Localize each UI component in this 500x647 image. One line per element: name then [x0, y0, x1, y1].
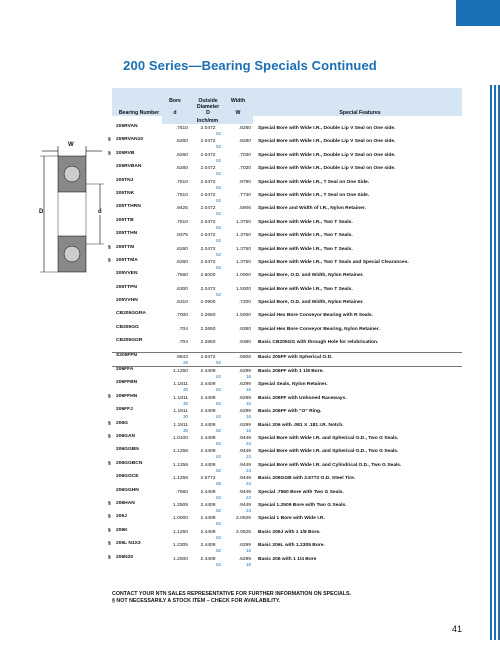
od-inch: 2.4409	[200, 516, 216, 522]
width-inch: .9790	[238, 179, 251, 185]
table-row	[112, 541, 462, 554]
special-features: Special Bore with Wide I.R., Two T Seals.	[258, 219, 353, 225]
bore-inch: .6260	[175, 152, 188, 158]
width-inch: 2.0625	[236, 529, 251, 535]
bore-mm: 30	[183, 387, 188, 393]
width-inch: .8280	[238, 126, 251, 131]
od-mm: 62	[216, 467, 221, 473]
width-inch: 2.0625	[236, 516, 251, 522]
bore-inch: .6310	[175, 300, 188, 306]
col-special-features: Special Features	[253, 88, 462, 116]
od-inch: 2.0472	[200, 166, 216, 172]
special-features: Special Bore, O.D. and Width, Nylon Retainer.	[258, 300, 364, 306]
od-inch: 2.0472	[200, 354, 216, 360]
od-inch: 2.4409	[200, 422, 216, 428]
od-inch: 2.4409	[200, 435, 216, 441]
bearing-number: 205RVAN10	[116, 137, 144, 143]
bore-inch: 1.1250	[173, 529, 188, 535]
od-mm: 68	[216, 481, 221, 487]
bore-inch: 1.2509	[173, 502, 188, 508]
bore-inch: .6260	[175, 139, 188, 145]
od-inch: 2.4409	[200, 382, 216, 388]
table-row	[112, 447, 462, 460]
od-mm: 52	[216, 211, 221, 217]
bearing-number: 205TTM	[116, 244, 135, 250]
special-features: Special Bore with Wide I.R., Two T Seals.	[258, 286, 353, 292]
special-features: Special Bore with Wide I.R., Two T Seals and Special Clearances.	[258, 259, 409, 265]
bore-inch: .7510	[175, 126, 188, 131]
bore-inch: 1.0000	[173, 516, 188, 522]
special-features: Special Bore with Wide I.R. and Cylindrical O.D., Two G Seals.	[258, 462, 402, 468]
width-inch: .9380	[238, 326, 251, 332]
od-mm: 52	[216, 184, 221, 190]
table-row	[112, 218, 462, 231]
bore-inch: .7510	[175, 219, 188, 225]
stock-flag: §	[108, 433, 111, 439]
bore-inch: .6300	[175, 286, 188, 292]
special-features: Special Bore and Width of I.R., Nylon Retainer.	[258, 206, 366, 212]
table-row	[112, 501, 462, 514]
footnotes	[112, 591, 351, 605]
width-inch: 1.5000	[236, 313, 251, 319]
width-inch: 1.3750	[236, 233, 251, 239]
bearing-number: 205TTMA	[116, 257, 138, 263]
bore-mm: 25	[183, 359, 188, 365]
bore-inch: 1.1811	[173, 382, 188, 388]
bore-inch: .6260	[175, 259, 188, 265]
table-row	[112, 514, 462, 527]
width-inch: .7030	[238, 152, 251, 158]
special-features: Basic 206FF with “O” Ring.	[258, 409, 322, 415]
od-inch: 2.4409	[200, 462, 216, 468]
width-inch: .6299	[238, 409, 251, 415]
table-row	[112, 178, 462, 191]
bearing-number: 206HAN	[116, 500, 135, 506]
od-inch: 2.0472	[200, 152, 216, 158]
table-row	[112, 298, 462, 311]
bearing-number: 205RVBAN	[116, 164, 142, 170]
bore-inch: 1.0100	[173, 435, 188, 441]
bore-inch: 1.1811	[173, 422, 188, 428]
stock-flag: §	[108, 244, 111, 250]
width-inch: .9380	[238, 340, 251, 346]
od-mm: 52	[216, 238, 221, 244]
stock-flag: §	[108, 500, 111, 506]
od-mm: 62	[216, 494, 221, 500]
od-mm: 62	[216, 507, 221, 513]
table-row	[112, 474, 462, 487]
width-inch: 1.3750	[236, 259, 251, 265]
stock-flag: §	[108, 137, 111, 143]
bore-inch: .6260	[175, 246, 188, 252]
width-inch: 1.5000	[236, 286, 251, 292]
table-row	[112, 488, 462, 501]
width-mm: 24	[246, 467, 251, 473]
page-corner-tab	[456, 0, 500, 26]
od-mm: 52	[216, 171, 221, 177]
width-mm: 16	[246, 400, 251, 406]
width-mm: 16	[246, 387, 251, 393]
od-inch: 2.4409	[200, 502, 216, 508]
od-inch: 2.4409	[200, 369, 216, 375]
od-inch: 2.0472	[200, 126, 216, 131]
od-mm: 62	[216, 427, 221, 433]
bearing-number: 206GGBN	[116, 447, 139, 453]
bearing-number: 206FFJ	[116, 407, 133, 413]
width-inch: .5906	[238, 354, 251, 360]
width-mm: 24	[246, 481, 251, 487]
od-mm: 52	[216, 251, 221, 257]
col-bearing-number: Bearing Number	[112, 88, 162, 116]
footnote-stock: § NOT NECESSARILY A STOCK ITEM – CHECK FOR AVAILABILITY.	[112, 598, 281, 604]
od-inch: 2.2650	[200, 326, 216, 332]
od-mm: 52	[216, 291, 221, 297]
width-inch: .6299	[238, 369, 251, 375]
special-features: Special Bore with Wide I.R., Two T Seals.	[258, 246, 353, 252]
width-inch: .9449	[238, 435, 251, 441]
width-inch: .9449	[238, 449, 251, 455]
col-width: Width W	[225, 88, 253, 116]
bearing-number: 205TNJ	[116, 177, 134, 183]
special-features: Special Bore, O.D. and Width, Nylon Retainer.	[258, 273, 364, 279]
width-mm: 24	[246, 507, 251, 513]
bearing-number: S205FFN	[116, 352, 137, 358]
width-inch: .6299	[238, 422, 251, 428]
stock-flag: §	[108, 527, 111, 533]
od-mm: 62	[216, 561, 221, 567]
width-inch: .9449	[238, 489, 251, 495]
bore-inch: 1.2305	[173, 543, 188, 549]
width-mm: 24	[246, 454, 251, 460]
bearing-number: 206N20	[116, 554, 134, 560]
table-row	[112, 137, 462, 150]
width-inch: .6299	[238, 556, 251, 562]
special-features: Basic 206GGB with 2.6772 O.D. Steel Tire.	[258, 476, 356, 482]
special-features: Special Bore with Wide I.R., T Seal on One Side.	[258, 192, 370, 198]
bore-inch: .7510	[175, 179, 188, 185]
table-row	[112, 394, 462, 407]
bore-inch: .9375	[175, 233, 188, 239]
bore-inch: .6260	[175, 166, 188, 172]
bearing-number: 206FFA	[116, 367, 134, 373]
special-features: Basic 206FF with Unhoned Raceways.	[258, 395, 347, 401]
outer-diameter-label: D	[39, 209, 44, 215]
od-inch: 2.2650	[200, 340, 216, 346]
bearing-number: 206L N1X3	[116, 541, 141, 547]
width-inch: .9449	[238, 502, 251, 508]
bearing-number: 206J	[116, 514, 127, 520]
bore-inch: .7560	[175, 273, 188, 279]
width-label: W	[68, 142, 74, 148]
width-inch: .6299	[238, 395, 251, 401]
bore-inch: 1.1250	[173, 369, 188, 375]
od-mm: 62	[216, 374, 221, 380]
od-mm: 62	[216, 387, 221, 393]
width-mm: 16	[246, 561, 251, 567]
table-row	[112, 325, 462, 338]
table-row	[112, 285, 462, 298]
page-number: 41	[451, 624, 462, 634]
special-features: Basic 206J with 1 1/8 Bore.	[258, 529, 321, 535]
bearing-number: 205TTHN	[116, 231, 138, 237]
bore-mm: 30	[183, 414, 188, 420]
od-inch: 2.2650	[200, 313, 216, 319]
col-bore: Bore d	[162, 88, 191, 116]
bearing-number: 206GGHN	[116, 487, 139, 493]
bearing-number: 205RVAN	[116, 124, 138, 129]
bearing-number: 205RVB	[116, 150, 135, 156]
bore-inch: 1.1258	[173, 449, 188, 455]
special-features: Basic 206L with 1.2305 Bore.	[258, 543, 325, 549]
special-features: Special Hex Bore Conveyor Bearing with R Seals.	[258, 313, 373, 319]
od-inch: 2.6772	[200, 476, 216, 482]
side-stripe	[490, 85, 500, 640]
table-row	[112, 367, 462, 381]
od-mm: 52	[216, 197, 221, 203]
bore-inch: .7000	[175, 313, 188, 319]
od-inch: 2.0472	[200, 286, 216, 292]
od-inch: 2.0472	[200, 206, 216, 212]
table-row	[112, 191, 462, 204]
stock-flag: §	[108, 514, 111, 520]
od-inch: 2.0472	[200, 139, 216, 145]
od-inch: 2.4409	[200, 543, 216, 549]
special-features: Special Bore with Wide I.R. and Spherical O.D., Two G Seals.	[258, 435, 399, 441]
table-row	[112, 311, 462, 324]
od-mm: 62	[216, 414, 221, 420]
table-row	[112, 151, 462, 164]
stock-flag: §	[108, 460, 111, 466]
bearing-diagram	[38, 140, 108, 290]
special-features: Special .7560 Bore with Two G Seals.	[258, 489, 344, 495]
bore-inch: 1.1258	[173, 476, 188, 482]
width-mm: 16	[246, 427, 251, 433]
table-row	[112, 338, 462, 352]
special-features: Special Bore with Wide I.R. and Spherical O.D., Two G Seals.	[258, 449, 399, 455]
table-row	[112, 204, 462, 217]
od-mm: 52	[216, 359, 221, 365]
table-row	[112, 352, 462, 366]
special-features: Special 1 Bore with Wide I.R.	[258, 516, 325, 522]
special-features: Special Bore with Wide I.R., Two T Seals.	[258, 233, 353, 239]
bearing-number: 205VVEN	[116, 271, 138, 277]
od-inch: 2.0472	[200, 179, 216, 185]
special-features: Special Bore with Wide I.R., Double Lip V Seal on One side.	[258, 126, 396, 131]
bearing-number: 206GAN	[116, 433, 136, 439]
bearing-number: 205TTPN	[116, 284, 137, 290]
width-inch: .5906	[238, 206, 251, 212]
special-features: Special 1.2509 Bore with Two G Seals.	[258, 502, 347, 508]
width-mm: 16	[246, 548, 251, 554]
od-inch: 2.4409	[200, 529, 216, 535]
bearing-number: 205TNK	[116, 190, 135, 196]
od-inch: 2.0472	[200, 233, 216, 239]
width-mm: 16	[246, 414, 251, 420]
inner-diameter-label: d	[98, 209, 102, 215]
od-inch: 2.4409	[200, 449, 216, 455]
bearing-number: 206G	[116, 420, 128, 426]
bore-inch: .7510	[175, 192, 188, 198]
od-mm: 52	[216, 264, 221, 270]
bearing-number: CB205GGR	[116, 338, 143, 344]
special-features: Special Bore with Wide I.R., Double Lip V Seal on One side.	[258, 139, 396, 145]
bore-inch: 1.2500	[173, 556, 188, 562]
stock-flag: §	[108, 541, 111, 547]
stock-flag: §	[108, 554, 111, 560]
od-mm: 62	[216, 548, 221, 554]
od-inch: 2.0472	[200, 219, 216, 225]
special-features: Basic 206 with .081 X .181 I.R. Notch.	[258, 422, 344, 428]
width-mm: 24	[246, 440, 251, 446]
od-mm: 62	[216, 440, 221, 446]
col-outside-diameter: Outside Diameter D	[191, 88, 225, 116]
od-inch: 2.4409	[200, 395, 216, 401]
od-inch: 2.4409	[200, 489, 216, 495]
special-features: Special Seals, Nylon Retainer.	[258, 382, 328, 388]
table-row	[112, 555, 462, 568]
bore-inch: .704	[178, 326, 188, 332]
od-inch: 2.0472	[200, 246, 216, 252]
table-row	[112, 380, 462, 393]
width-inch: .6299	[238, 382, 251, 388]
stock-flag: §	[108, 393, 111, 399]
od-mm: 52	[216, 144, 221, 150]
width-mm: 16	[246, 374, 251, 380]
od-mm: 52	[216, 157, 221, 163]
bearing-number: CB205GGRA	[116, 311, 146, 317]
bearing-number: 206GGCE	[116, 474, 139, 480]
bore-inch: .9425	[175, 206, 188, 212]
od-inch: 2.0900	[200, 300, 216, 306]
bore-inch: .7560	[175, 489, 188, 495]
special-features: Special Hex Bore Conveyor Bearing, Nylon Retainer.	[258, 326, 380, 332]
special-features: Basic 205FF with Spherical O.D.	[258, 354, 333, 360]
special-features: Basic CB205GG with through Hole for relubrication.	[258, 340, 379, 346]
bearing-number: 206GGBCN	[116, 460, 143, 466]
od-inch: 2.0472	[200, 192, 216, 198]
bearing-number: 206K	[116, 527, 128, 533]
width-inch: 1.0000	[236, 273, 251, 279]
table-row	[112, 271, 462, 284]
bore-inch: 1.1811	[173, 395, 188, 401]
table-row	[112, 245, 462, 258]
width-inch: 1.3750	[236, 246, 251, 252]
od-mm: 62	[216, 534, 221, 540]
width-inch: .7200	[238, 300, 251, 306]
od-inch: 2.5000	[200, 273, 216, 279]
stock-flag: §	[108, 150, 111, 156]
stock-flag: §	[108, 257, 111, 263]
special-features: Basic 206 with 1 1/4 Bore	[258, 556, 317, 562]
bearing-number: 205VVHN	[116, 298, 138, 304]
stock-flag: §	[108, 420, 111, 426]
table-row	[112, 421, 462, 434]
width-inch: .8280	[238, 139, 251, 145]
od-inch: 2.0472	[200, 259, 216, 265]
bore-inch: .9843	[175, 354, 188, 360]
table-row	[112, 258, 462, 271]
od-mm: 52	[216, 224, 221, 230]
bearing-number: 205TTB	[116, 217, 134, 223]
table-row	[112, 407, 462, 420]
od-inch: 2.4409	[200, 409, 216, 415]
od-mm: 62	[216, 521, 221, 527]
bearing-number: CB205GG	[116, 324, 139, 330]
od-mm: 62	[216, 454, 221, 460]
special-features: Special Bore with Wide I.R., T Seal on One Side.	[258, 179, 370, 185]
bearing-number: 205TTHRN	[116, 204, 141, 210]
od-inch: 2.4409	[200, 556, 216, 562]
bearing-number: 206FFBN	[116, 380, 138, 386]
footnote-contact: CONTACT YOUR NTN SALES REPRESENTATIVE FOR FURTHER INFORMATION ON SPECIALS.	[112, 591, 352, 597]
width-inch: .7730	[238, 192, 251, 198]
bore-inch: 1.1258	[173, 462, 188, 468]
special-features: Special Bore with Wide I.R., Double Lip V Seal on One side.	[258, 166, 396, 172]
table-row	[112, 434, 462, 447]
table-row	[112, 528, 462, 541]
special-features: Special Bore with Wide I.R., Double Lip V Seal on One side.	[258, 152, 396, 158]
units-label: Inch/mm	[162, 116, 253, 124]
bore-inch: 1.1811	[173, 409, 188, 415]
bearing-number: 206FFHN	[116, 393, 138, 399]
bore-mm: 30	[183, 400, 188, 406]
table-row	[112, 124, 462, 137]
table-row	[112, 231, 462, 244]
table-row	[112, 461, 462, 474]
od-mm: 52	[216, 131, 221, 136]
special-features: Basic 206FF with 1 1/8 Bore.	[258, 369, 324, 375]
width-inch: .9449	[238, 462, 251, 468]
table-row	[112, 164, 462, 177]
width-inch: .9449	[238, 476, 251, 482]
page-title: 200 Series—Bearing Specials Continued	[123, 58, 377, 73]
bore-mm: 30	[183, 427, 188, 433]
width-mm: 24	[246, 494, 251, 500]
width-inch: .6299	[238, 543, 251, 549]
specials-table	[108, 88, 462, 568]
od-mm: 62	[216, 400, 221, 406]
width-inch: .7030	[238, 166, 251, 172]
width-inch: 1.3750	[236, 219, 251, 225]
bore-inch: .704	[178, 340, 188, 346]
